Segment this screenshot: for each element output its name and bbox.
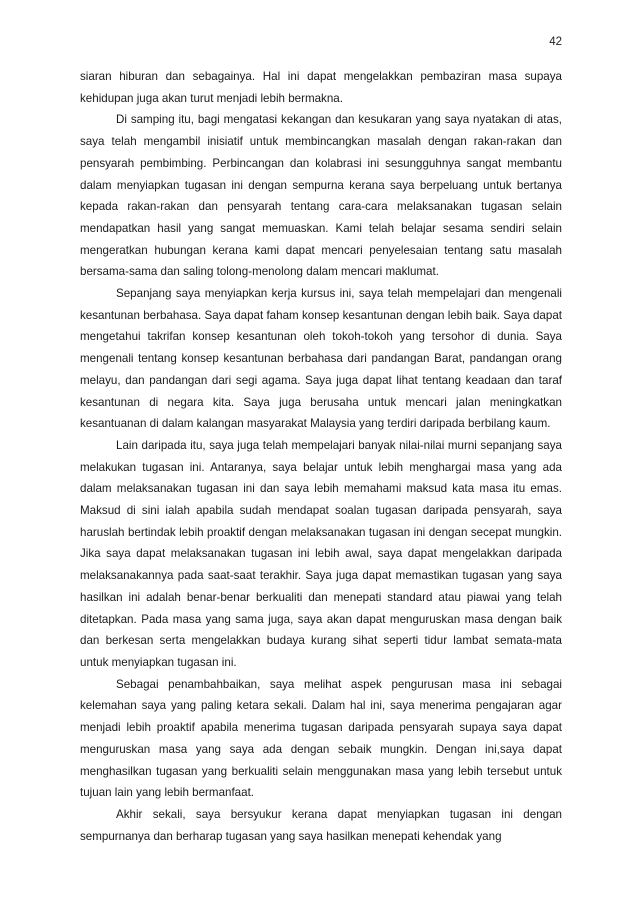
paragraph: Sepanjang saya menyiapkan kerja kursus ini, saya telah mempelajari dan mengenali kesantunan berbahasa. Saya dapat faham konsep kesantunan dengan lebih baik. Saya dapat mengetahui takrifan konsep kesantunan oleh tokoh-tokoh yang tersohor di dunia. Saya mengenali tentang konsep kesantunan berbahasa dari pandangan Barat, pandangan orang melayu, dan pandangan dari segi agama. Saya juga dapat lihat tentang keadaan dan taraf kesantunan di negara kita. Saya juga berusaha untuk mencari jalan meningkatkan kesantuanan di dalam kalangan masyarakat Malaysia yang terdiri daripada berbilang kaum. — [80, 287, 562, 431]
paragraph: Lain daripada itu, saya juga telah mempelajari banyak nilai-nilai murni sepanjang saya melakukan tugasan ini. Antaranya, saya belajar untuk lebih menghargai masa yang ada dalam melaksanakan tugasan ini dan saya lebih memahami maksud kata masa itu emas. Maksud di sini ialah apabila sudah mendapat soalan tugasan daripada pensyarah, saya haruslah bertindak lebih proaktif dengan melaksanakan tugasan ini dengan secepat mungkin. Jika saya dapat melaksanakan tugasan ini lebih awal, saya dapat mengelakkan daripada melaksanakannya pada saat-saat terakhir. Saya juga dapat memastikan tugasan yang saya hasilkan ini adalah benar-benar berkualiti dan menepati standard atau piawai yang telah ditetapkan. Pada masa yang sama juga, saya akan dapat menguruskan masa dengan baik dan berkesan serta mengelakkan budaya kurang sihat seperti tidur lambat semata-mata untuk menyiapkan tugasan ini. — [80, 438, 562, 669]
paragraph: Di samping itu, bagi mengatasi kekangan dan kesukaran yang saya nyatakan di atas, saya telah mengambil inisiatif untuk membincangkan masalah dengan rakan-rakan dan pensyarah pembimbing. Perbincangan dan kolabrasi ini sesungguhnya sangat membantu dalam menyiapkan tugasan ini dengan sempurna kerana saya berpeluang untuk bertanya kepada rakan-rakan dan pensyarah tentang cara-cara melaksanakan tugasan selain mendapatkan hasil yang sangat memuaskan. Kami telah belajar sesama sendiri selain mengeratkan hubungan kerana kami dapat mencari penyelesaian tentang satu masalah bersama-sama dan saling tolong-menolong dalam mencari maklumat. — [80, 113, 562, 279]
paragraph: Akhir sekali, saya bersyukur kerana dapat menyiapkan tugasan ini dengan sempurnanya dan berharap tugasan yang saya hasilkan menepati kehendak yang — [80, 807, 562, 843]
document-body — [80, 66, 562, 847]
paragraph: Sebagai penambahbaikan, saya melihat aspek pengurusan masa ini sebagai kelemahan saya yang paling ketara sekali. Dalam hal ini, saya menerima pengajaran agar menjadi lebih proaktif apabila menerima tugasan daripada pensyarah supaya saya dapat menguruskan masa yang saya ada dengan sebaik mungkin. Dengan ini,saya dapat menghasilkan tugasan yang berkualiti selain menggunakan masa yang lebih tersebut untuk tujuan lain yang lebih bermanfaat. — [80, 677, 562, 800]
paragraph: siaran hiburan dan sebagainya. Hal ini dapat mengelakkan pembaziran masa supaya kehidupan juga akan turut menjadi lebih bermakna. — [80, 70, 562, 105]
page-number: 42 — [549, 36, 562, 48]
